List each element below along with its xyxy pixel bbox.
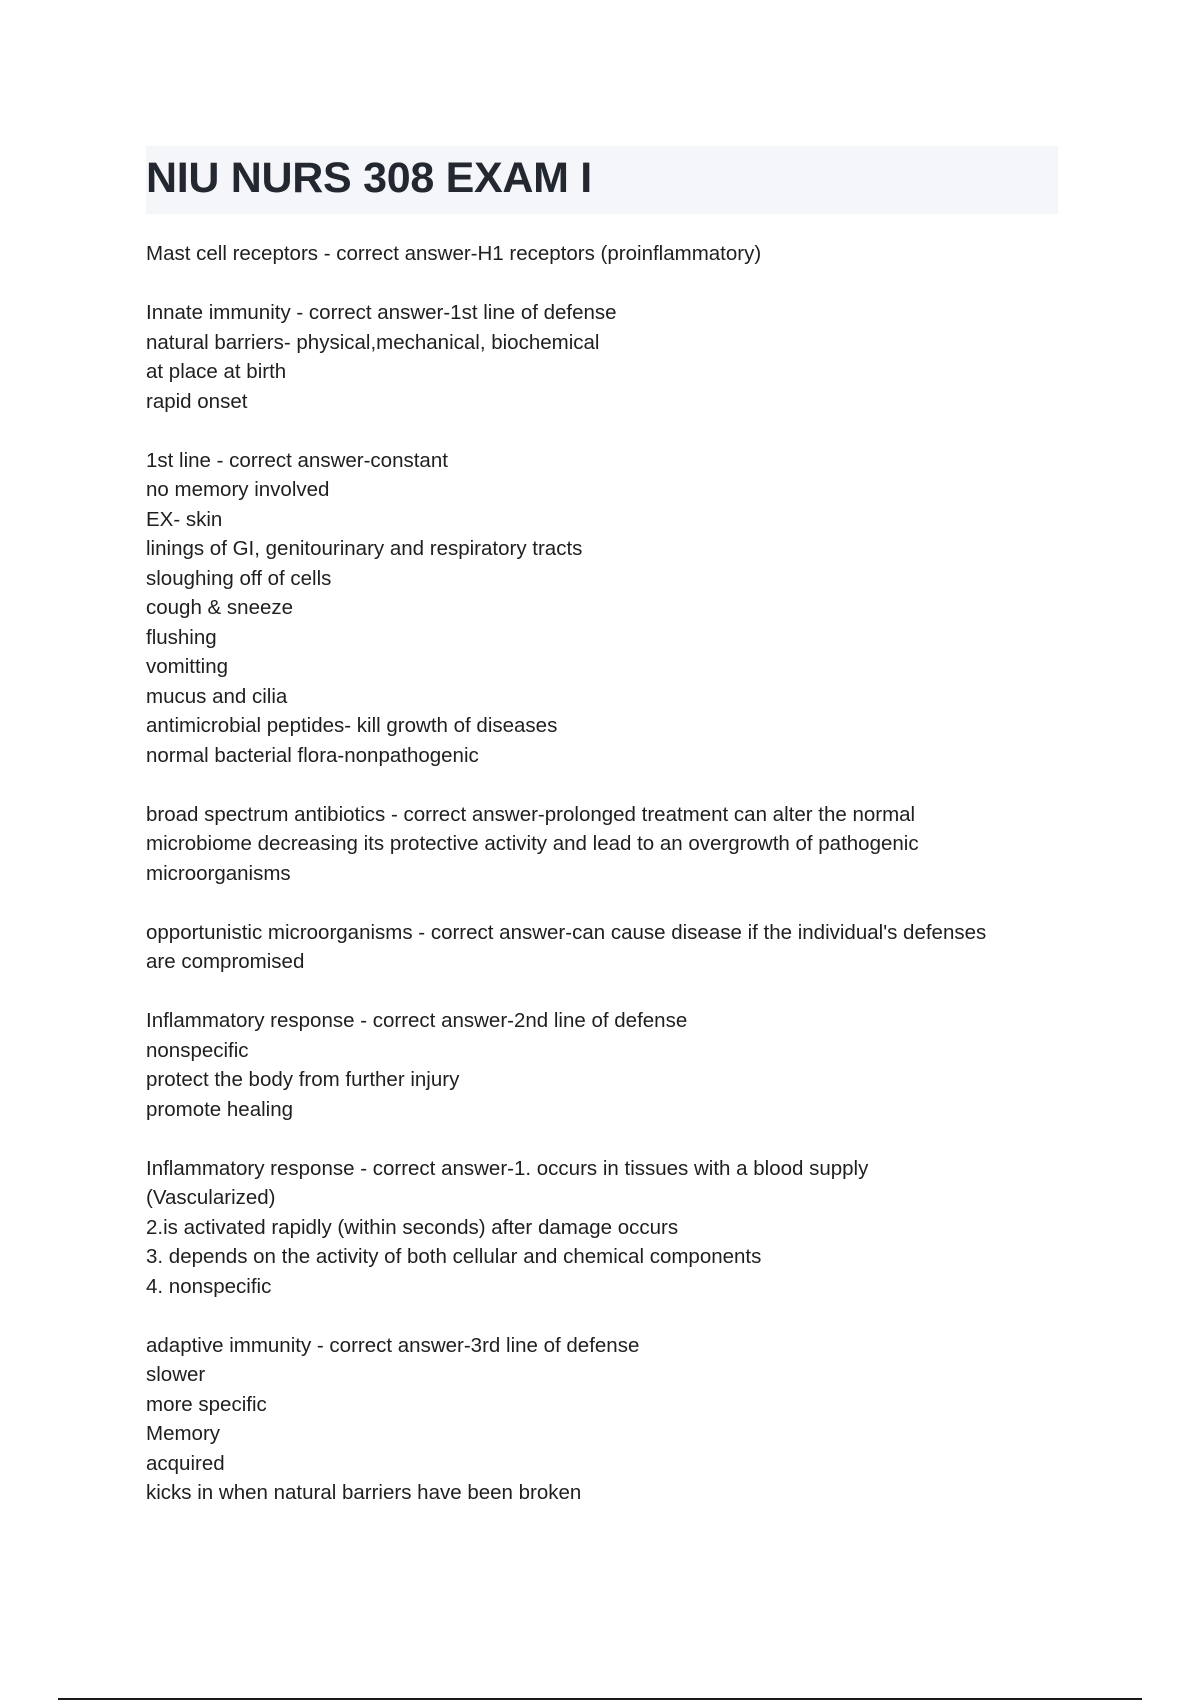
entry-line: acquired xyxy=(146,1451,225,1475)
entry-line: antimicrobial peptides- kill growth of diseases xyxy=(146,714,558,737)
entry-line: microbiome decreasing its protective activity and lead to an overgrowth of pathogenic xyxy=(146,832,919,855)
entry-line: 1st line - correct answer-constant xyxy=(146,448,448,472)
entry-line: (Vascularized) xyxy=(146,1186,276,1209)
qa-entry xyxy=(146,800,1066,889)
qa-entry xyxy=(146,298,1066,416)
entry-line: 3. depends on the activity of both cellular and chemical components xyxy=(146,1245,762,1268)
qa-entry xyxy=(146,1006,1066,1124)
qa-entry xyxy=(146,1154,1066,1302)
page-title: NIU NURS 308 EXAM I xyxy=(146,154,592,202)
entry-line: Innate immunity - correct answer-1st line of defense xyxy=(146,301,617,324)
entry-line: rapid onset xyxy=(146,389,248,413)
entry-line: cough & sneeze xyxy=(146,596,294,619)
entry-line: microorganisms xyxy=(146,861,291,885)
entry-line: linings of GI, genitourinary and respiratory tracts xyxy=(146,537,583,560)
qa-entry xyxy=(146,239,1066,269)
entry-line: kicks in when natural barriers have been broken xyxy=(146,1481,582,1504)
entry-line: adaptive immunity - correct answer-3rd line of defense xyxy=(146,1333,640,1357)
entry-line: Memory xyxy=(146,1422,221,1445)
entry-line: natural barriers- physical,mechanical, biochemical xyxy=(146,330,600,354)
entry-line: protect the body from further injury xyxy=(146,1068,460,1091)
entry-line: promote healing xyxy=(146,1097,294,1121)
entry-line: no memory involved xyxy=(146,478,330,501)
entry-line: flushing xyxy=(146,625,217,649)
entry-line: more specific xyxy=(146,1392,267,1416)
entry-line: at place at birth xyxy=(146,360,287,383)
qa-entry xyxy=(146,1331,1066,1508)
entry-line: slower xyxy=(146,1363,206,1386)
entry-line: vomitting xyxy=(146,655,229,678)
entry-line: normal bacterial flora-nonpathogenic xyxy=(146,743,479,767)
entry-line: 2.is activated rapidly (within seconds) after damage occurs xyxy=(146,1215,679,1239)
entry-line: Mast cell receptors - correct answer-H1 receptors (proinflammatory) xyxy=(146,242,762,265)
entry-line: nonspecific xyxy=(146,1038,249,1062)
entry-line: EX- skin xyxy=(146,507,223,531)
document-body xyxy=(146,239,1066,1537)
entry-line: sloughing off of cells xyxy=(146,566,332,590)
entry-line: mucus and cilia xyxy=(146,684,288,708)
entry-line: Inflammatory response - correct answer-1. occurs in tissues with a blood supply xyxy=(146,1156,869,1180)
entry-line: Inflammatory response - correct answer-2nd line of defense xyxy=(146,1009,688,1032)
entry-line: broad spectrum antibiotics - correct answer-prolonged treatment can alter the normal xyxy=(146,802,916,826)
qa-entry xyxy=(146,918,1066,977)
entry-line: 4. nonspecific xyxy=(146,1274,272,1298)
qa-entry xyxy=(146,446,1066,771)
entry-line: are compromised xyxy=(146,950,305,973)
entry-line: opportunistic microorganisms - correct answer-can cause disease if the individual's defenses xyxy=(146,920,987,944)
